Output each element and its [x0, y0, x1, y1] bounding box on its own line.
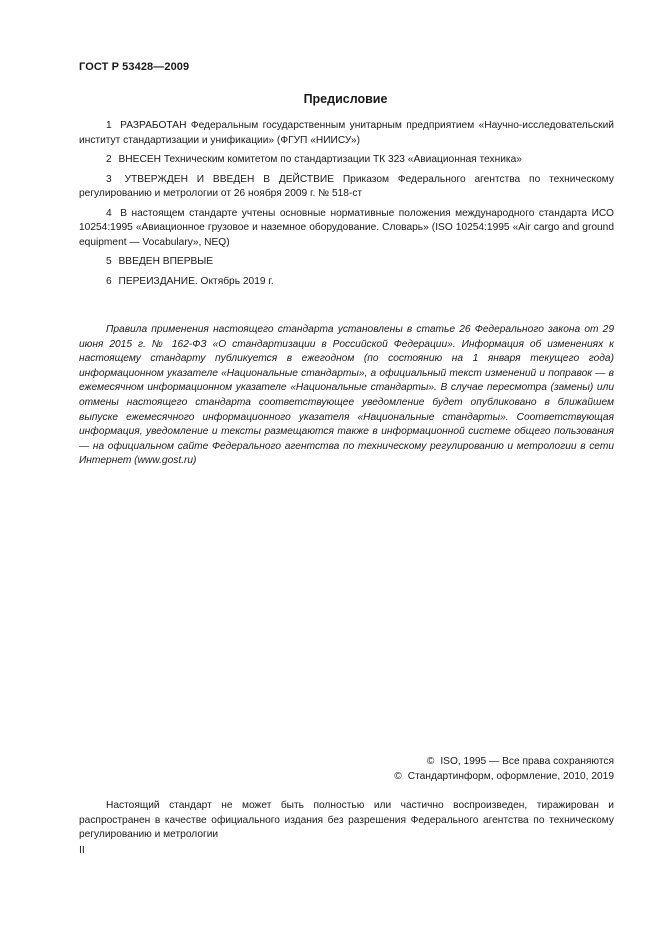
item-label: УТВЕРЖДЕН И ВВЕДЕН В ДЕЙСТВИЕ: [124, 173, 335, 185]
preface-item: [79, 255, 614, 270]
copyright-text: ISO, 1995 — Все права сохраняются: [440, 756, 614, 767]
preface-item: [79, 173, 614, 202]
item-number: 5: [106, 256, 112, 267]
preface-item: [79, 275, 614, 290]
copyright-text: Стандартинформ, оформление, 2010, 2019: [407, 770, 614, 782]
preface-items-list: [79, 119, 614, 294]
copyright-line-standartinform: [394, 770, 614, 785]
copyright-block: [394, 755, 614, 784]
item-number: 3: [106, 173, 112, 185]
item-label: ПЕРЕИЗДАНИЕ.: [118, 275, 198, 287]
item-text: Октябрь 2019 г.: [200, 275, 274, 287]
page-title: Предисловие: [303, 92, 388, 106]
preface-item: [79, 153, 614, 168]
item-label: ВНЕСЕН: [118, 154, 161, 165]
page-number: II: [79, 844, 85, 856]
item-number: 2: [106, 154, 112, 165]
item-number: 6: [106, 275, 112, 287]
preface-item: [79, 207, 614, 251]
copyright-symbol: ©: [426, 756, 435, 767]
item-text: Федеральным государственным унитарным предприятием «Научно-исследовательский институт стандартизации и унификации» (ФГУП «НИИСУ»): [79, 120, 614, 146]
copyright-line-iso: [394, 755, 614, 770]
item-number: 1: [106, 120, 112, 131]
preface-item: [79, 119, 614, 148]
application-rules-notice: Правила применения настоящего стандарта установлены в статье 26 Федерального закона от 29 июня 2015 г. № 162-ФЗ «О стандартизации в Российской Федерации». Информация об изменениях к настоящему стандарту публикуется в ежегодном (по состоянию на 1 января текущего года) информационном указателе «Национальные стандарты», а официальный текст изменений и поправок — в ежемесячном информационном указателе «Национальные стандарты». В случае пересмотра (замены) или отмены настоящего стандарта соответствующее уведомление будет опубликовано в ближайшем выпуске ежемесячного информационного указателя «Национальные стандарты». Соответствующая информация, уведомление и тексты размещаются также в информационной системе общего пользования — на официальном сайте Федерального агентства по техническому регулированию и метрологии в сети Интернет (www.gost.ru): [79, 324, 614, 467]
copyright-symbol: ©: [394, 770, 402, 782]
document-code: ГОСТ Р 53428—2009: [79, 61, 190, 73]
item-label: РАЗРАБОТАН: [120, 120, 187, 131]
item-text: Техническим комитетом по стандартизации ТК 323 «Авиационная техника»: [163, 154, 522, 165]
item-text: В настоящем стандарте учтены основные нормативные положения международного стандарта ИСО 10254:1995 «Авиационное грузовое и наземное оборудование. Словарь» (ISO 10254:1995 «Air cargo and ground equipment — Vocabulary», NEQ): [79, 207, 614, 248]
item-number: 4: [106, 207, 112, 219]
item-label: ВВЕДЕН ВПЕРВЫЕ: [118, 256, 214, 267]
item-text: Приказом Федерального агентства по техническому регулированию и метрологии от 26 ноября 2009 г. № 518-ст: [79, 173, 614, 199]
reproduction-notice: Настоящий стандарт не может быть полностью или частично воспроизведен, тиражирован и распространен в качестве официального издания без разрешения Федерального агентства по техническому регулированию и метрологии: [79, 800, 614, 840]
